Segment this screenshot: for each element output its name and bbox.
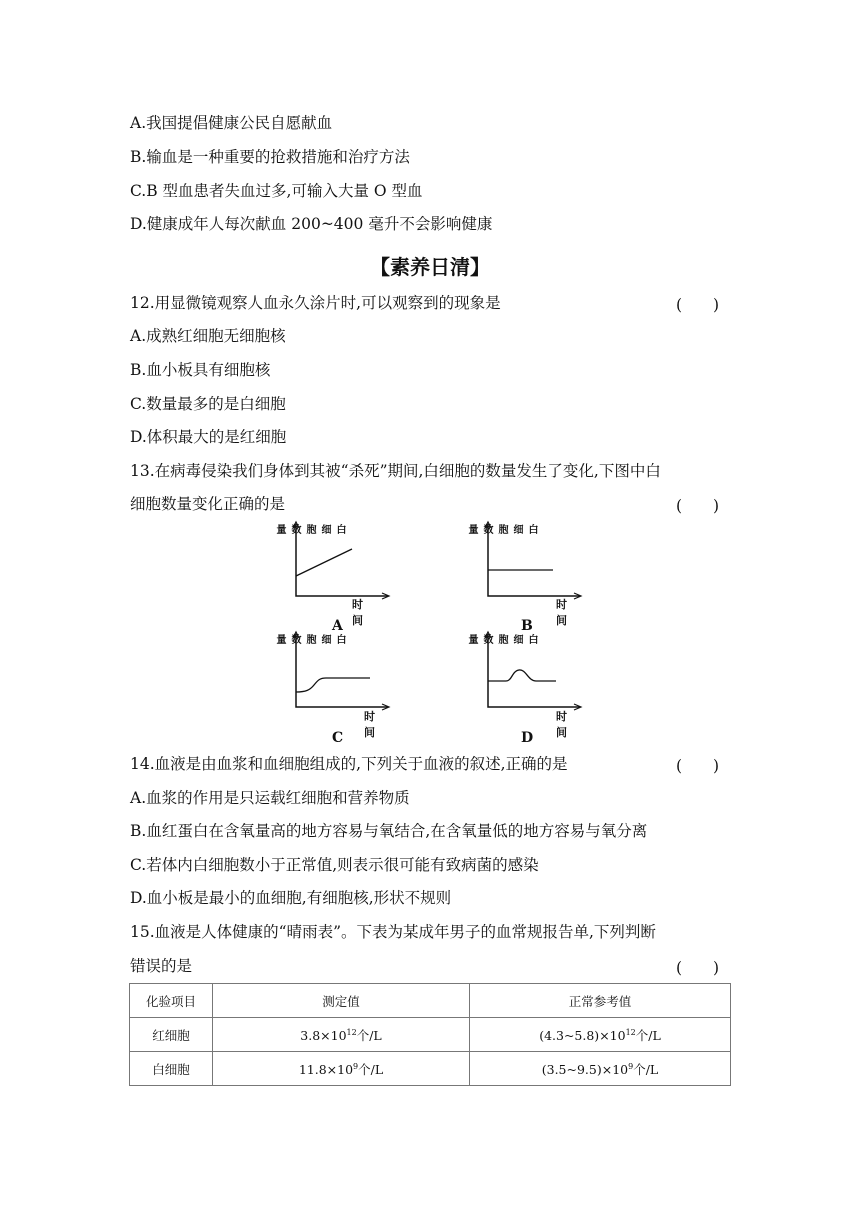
graph-b-x-axis-label: 时间 <box>556 598 567 627</box>
graph-a-curve <box>296 549 352 576</box>
graph-b-label: B <box>521 618 533 634</box>
graph-d-y-axis-label: 白细胞数量 <box>466 634 537 644</box>
graph-a-axes <box>296 524 388 596</box>
graph-c-axes <box>296 634 388 707</box>
q13-stem-line2: 细胞数量变化正确的是 <box>130 495 286 513</box>
graph-d-label: D <box>521 730 534 746</box>
table-cell-measured <box>213 1018 470 1052</box>
table-cell-reference <box>470 1018 731 1052</box>
q13-answer-blank: ( ) <box>676 497 720 515</box>
q14-stem: 14.血液是由血浆和血细胞组成的,下列关于血液的叙述,正确的是 <box>130 755 568 773</box>
reference-base: (4.3~5.8)×10 <box>539 1027 626 1043</box>
q12-stem: 12.用显微镜观察人血永久涂片时,可以观察到的现象是 <box>130 294 501 312</box>
table-cell-item: 白细胞 <box>130 1052 213 1086</box>
graph-c-label: C <box>332 730 344 746</box>
table-header-measured: 测定值 <box>213 984 470 1018</box>
measured-base: 3.8×10 <box>300 1027 347 1043</box>
graph-a-label: A <box>332 618 343 634</box>
q12-option-c: C.数量最多的是白细胞 <box>130 395 286 413</box>
graph-b-axes <box>488 524 580 596</box>
q14-option-d: D.血小板是最小的血细胞,有细胞核,形状不规则 <box>130 889 452 907</box>
table-cell-measured <box>213 1052 470 1086</box>
measured-unit: 个/L <box>358 1061 384 1077</box>
table-row <box>130 1052 731 1086</box>
q11-option-d: D.健康成年人每次献血 200~400 毫升不会影响健康 <box>130 215 493 233</box>
graph-d-axes <box>488 634 580 707</box>
table-header-reference: 正常参考值 <box>470 984 731 1018</box>
graph-c-y-axis-label: 白细胞数量 <box>274 634 345 644</box>
q12-option-d: D.体积最大的是红细胞 <box>130 428 287 446</box>
graph-c-curve <box>296 678 370 692</box>
q12-answer-blank: ( ) <box>676 296 720 314</box>
graph-c-plot <box>272 630 392 710</box>
reference-exponent: 12 <box>625 1027 636 1037</box>
blood-report-table <box>129 983 731 1086</box>
q11-option-a: A.我国提倡健康公民自愿献血 <box>130 114 333 132</box>
reference-base: (3.5~9.5)×10 <box>541 1061 629 1077</box>
q11-option-b: B.输血是一种重要的抢救措施和治疗方法 <box>130 148 410 166</box>
graph-d-plot <box>464 630 584 710</box>
q15-stem-line2: 错误的是 <box>130 957 193 975</box>
q14-option-a: A.血浆的作用是只运载红细胞和营养物质 <box>130 789 410 807</box>
graph-c-x-axis-label: 时间 <box>364 710 375 739</box>
table-cell-reference <box>470 1052 731 1086</box>
measured-exponent: 12 <box>346 1027 357 1037</box>
graph-d-x-axis-label: 时间 <box>556 710 567 739</box>
measured-base: 11.8×10 <box>298 1061 354 1077</box>
measured-unit: 个/L <box>356 1027 382 1043</box>
graph-a-x-axis-label: 时间 <box>352 598 363 627</box>
graph-a-plot <box>272 520 392 600</box>
q13-stem-line1: 13.在病毒侵染我们身体到其被“杀死”期间,白细胞的数量发生了变化,下图中白 <box>130 462 661 480</box>
q12-option-b: B.血小板具有细胞核 <box>130 361 271 379</box>
table-header-row <box>130 984 731 1018</box>
q14-option-b: B.血红蛋白在含氧量高的地方容易与氧结合,在含氧量低的地方容易与氧分离 <box>130 822 648 840</box>
q14-option-c: C.若体内白细胞数小于正常值,则表示很可能有致病菌的感染 <box>130 856 539 874</box>
section-title: 【素养日清】 <box>370 255 490 279</box>
table-row <box>130 1018 731 1052</box>
q15-stem-line1: 15.血液是人体健康的“晴雨表”。下表为某成年男子的血常规报告单,下列判断 <box>130 923 656 941</box>
reference-unit: 个/L <box>633 1061 659 1077</box>
measured-exponent: 9 <box>353 1061 359 1071</box>
table-cell-item: 红细胞 <box>130 1018 213 1052</box>
graph-b-plot <box>464 520 584 600</box>
graph-d-curve <box>488 670 556 681</box>
q15-answer-blank: ( ) <box>676 959 720 977</box>
q12-option-a: A.成熟红细胞无细胞核 <box>130 327 286 345</box>
reference-unit: 个/L <box>635 1027 661 1043</box>
graph-a-y-axis-label: 白细胞数量 <box>274 524 345 534</box>
graph-b-y-axis-label: 白细胞数量 <box>466 524 537 534</box>
q11-option-c: C.B 型血患者失血过多,可输入大量 O 型血 <box>130 182 423 200</box>
table-header-item: 化验项目 <box>130 984 213 1018</box>
q14-answer-blank: ( ) <box>676 757 720 775</box>
reference-exponent: 9 <box>628 1061 634 1071</box>
